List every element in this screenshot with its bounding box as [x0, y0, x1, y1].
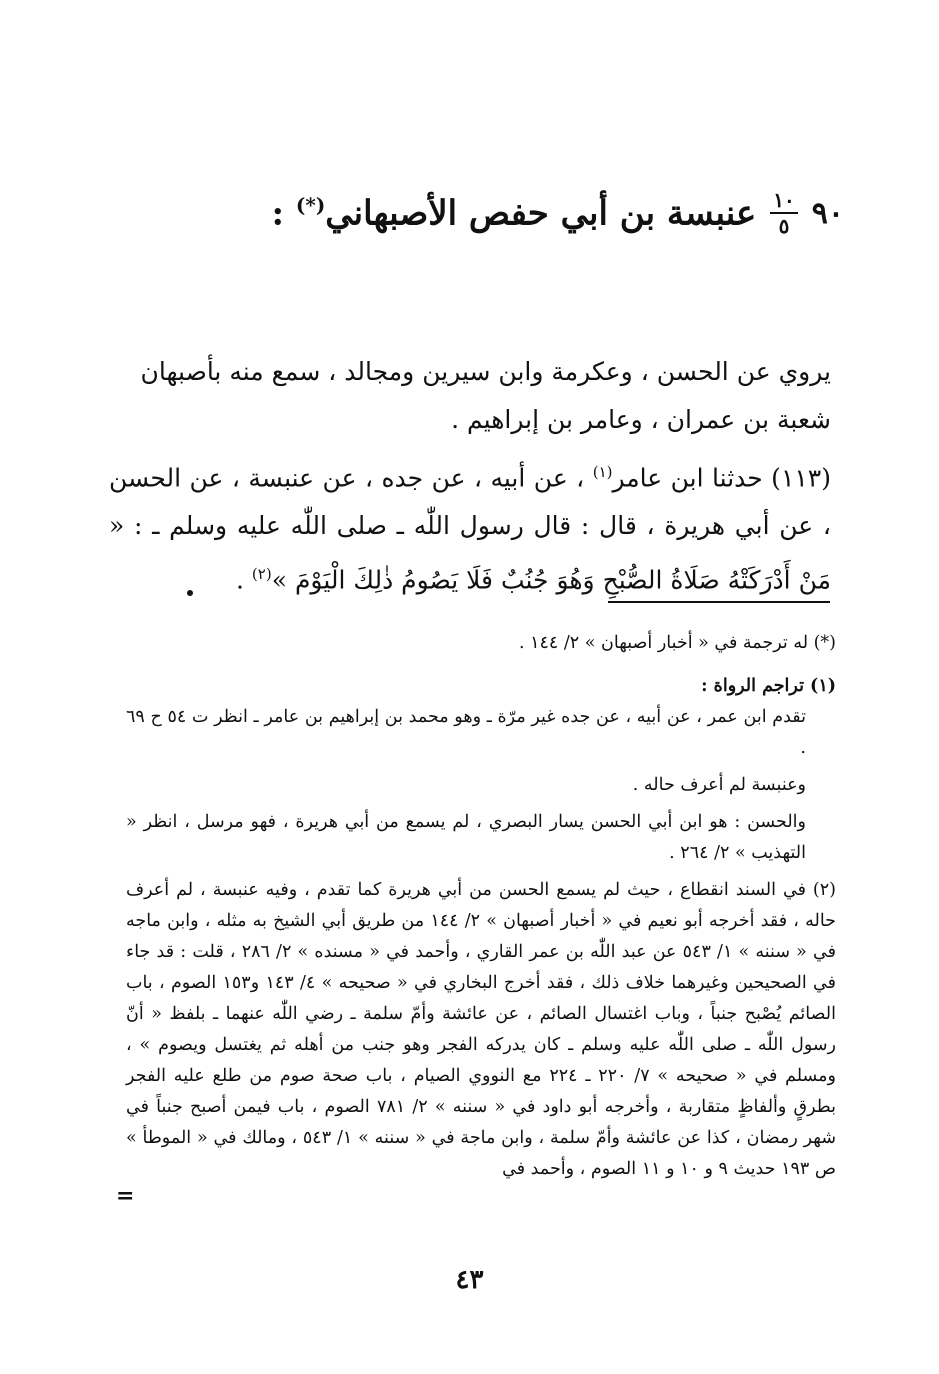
- hadith-text: ، عن أبيه ، عن جده ، عن عنبسة ، عن الحسن ، عن أبي هريرة ، قال : قال رسول اللّٰه ـ صلى اللّٰه عليه وسلم ـ : « مَنْ أَدْرَكَتْهُ صَلَاةُ الصُّبْحِ وَهُوَ جُنُبٌ فَلَا يَصُومُ ذٰلِكَ الْيَوْمَ »: [109, 463, 831, 595]
- main-text: [109, 348, 831, 605]
- footnotes: [126, 628, 836, 1185]
- fraction-denominator: ٥: [778, 214, 790, 238]
- hadith-isnad-start: (١١٣) حدثنا ابن عامر: [612, 463, 831, 493]
- footnote-1-para-3: والحسن : هو ابن أبي الحسن يسار البصري ، لم يسمع من أبي هريرة ، فهو مرسل ، انظر « التهذيب » ٢/ ٢٦٤ .: [126, 812, 806, 863]
- entry-title: [272, 193, 757, 233]
- fraction-numerator: ١٠: [770, 190, 797, 214]
- entry-fraction: [770, 190, 797, 236]
- continuation-mark: =: [116, 1183, 135, 1209]
- footnote-1-body: [126, 702, 836, 869]
- stray-dot: [187, 590, 193, 596]
- entry-number: ٩٠: [811, 195, 844, 231]
- intro-paragraph: [109, 348, 831, 444]
- entry-title-marker: (*): [295, 192, 326, 217]
- footnote-1-para-1: تقدم ابن عمر ، عن أبيه ، عن جده غير مرّة ـ وهو محمد بن إبراهيم بن عامر ـ انظر ت ٥٤ ح ٦٩ .: [126, 707, 806, 758]
- footnote-divider: [608, 601, 830, 603]
- footnote-ref-1: (١): [592, 463, 613, 481]
- entry-title-text: عنبسة بن أبي حفص الأصبهاني: [325, 193, 757, 234]
- entry-heading: [84, 190, 844, 236]
- footnote-star: (*) له ترجمة في « أخبار أصبهان » ٢/ ١٤٤ .: [518, 633, 836, 653]
- page-number: ٤٣: [455, 1265, 484, 1295]
- footnote-1-title: (١) تراجم الرواة :: [701, 676, 836, 696]
- hadith-end: .: [236, 565, 252, 595]
- footnote-ref-2: (٢): [251, 565, 272, 584]
- footnote-1-para-2: وعنبسة لم أعرف حاله .: [632, 775, 806, 795]
- footnote-2: (٢) في السند انقطاع ، حيث لم يسمع الحسن من أبي هريرة كما تقدم ، وفيه عنبسة ، لم أعرف حاله ، فقد أخرجه أبو نعيم في « أخبار أصبهان » ٢/ ١٤٤ من طريق أبي الشيخ به مثله ، وابن ماجه في « سننه » ١/ ٥٤٣ عن عبد اللّٰه بن عمر القاري ، وأحمد في « مسنده » ٢/ ٢٨٦ ، قلت : قد جاء في الصحيحين وغيرهما خلاف ذلك ، فقد أخرج البخاري في « صحيحه » ٤/ ١٤٣ و١٥٣ الصوم ، باب الصائم يُصْبح جنباً ، وباب اغتسال الصائم ، عن عائشة وأمّ سلمة ـ رضي اللّٰه عنهما ـ بلفظ « أنّ رسول اللّٰه ـ صلى اللّٰه عليه وسلم ـ كان يدركه الفجر وهو جنب من أهله ثم يغتسل ويصوم » ، ومسلم في « صحيحه » ٧/ ٢٢٠ ـ ٢٢٤ مع النووي الصيام ، باب صحة صوم من طلع عليه الفجر بطرقٍ وألفاظٍ متقاربة ، وأخرجه أبو داود في « سننه » ٢/ ٧٨١ الصوم ، باب فيمن أصبح جنباً في شهر رمضان ، كذا عن عائشة وأمّ سلمة ، وابن ماجة في « سننه » ١/ ٥٤٣ ، ومالك في « الموطأ » ص ١٩٣ حديث ٩ و ١٠ و ١١ الصوم ، وأحمد في: [126, 880, 837, 1179]
- hadith-paragraph: [109, 448, 831, 605]
- entry-title-colon: :: [271, 193, 285, 234]
- intro-line-1: يروي عن الحسن ، وعكرمة وابن سيرين ومجالد ، سمع منه بأصبهان: [140, 357, 831, 386]
- intro-line-2: شعبة بن عمران ، وعامر بن إبراهيم .: [451, 405, 831, 434]
